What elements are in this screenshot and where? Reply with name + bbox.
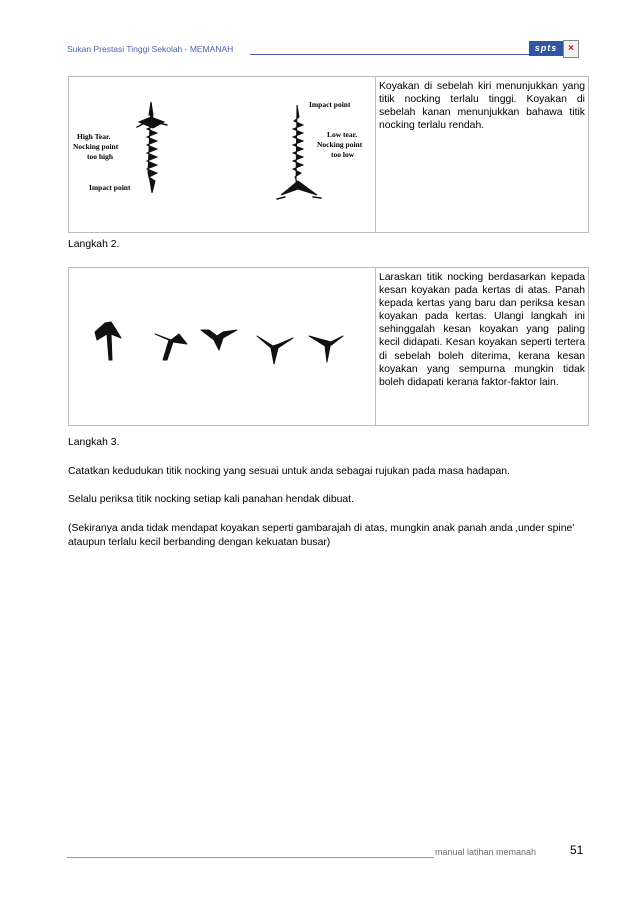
header-rule: [250, 54, 530, 55]
figure1-description: Koyakan di sebelah kiri menunjukkan yang titik nocking terlalu tinggi. Koyakan di sebelah kanan menunjukkan bahawa titik nocking terlalu rendah.: [379, 81, 585, 132]
label-too-low: too low: [331, 150, 355, 159]
step3-paragraph-1: Catatkan kedudukan titik nocking yang sesuai untuk anda sebagai rujukan pada masa hadapan.: [68, 466, 510, 477]
logo-close-icon: ×: [563, 40, 579, 58]
label-nocking-high: Nocking point: [73, 142, 119, 151]
label-too-high: too high: [87, 152, 114, 161]
spts-logo: spts: [529, 41, 563, 56]
step2-heading: Langkah 2.: [68, 239, 120, 250]
page-number: 51: [570, 843, 584, 857]
header-title: Sukan Prestasi Tinggi Sekolah - MEMANAH: [67, 44, 234, 54]
tear-diagram-high-low: [69, 77, 375, 227]
figure2-image-cell: [69, 268, 376, 426]
figure1-image-cell: [69, 77, 376, 233]
figure1-table: [68, 76, 589, 233]
label-impact-left: Impact point: [89, 183, 131, 192]
step3-heading: Langkah 3.: [68, 437, 120, 448]
figure2-text-cell: [376, 268, 589, 426]
step2-description: Laraskan titik nocking berdasarkan kepada kesan koyakan pada kertas di atas. Panah kepada kertas yang baru dan periksa kesan koyakan pada kertas. Ulangi langkah ini sehinggalah kesan koyakan yang paling kecil didapati. Kesan koyakan seperti tertera di sebelah boleh diterima, kerana kesan koyakan yang sempurna mungkin tidak boleh didapati kerana faktor-faktor lain.: [379, 272, 585, 388]
page-header: [67, 44, 567, 54]
step3-paragraph-3: (Sekiranya anda tidak mendapat koyakan seperti gambarajah di atas, mungkin anak panah anda ‚under spine' ataupun terlalu kecil berbanding dengan kekuatan busar): [68, 523, 575, 548]
footer-text: manual latihan memanah: [435, 847, 537, 857]
label-low-tear: Low tear.: [327, 130, 358, 139]
footer-rule: [67, 857, 434, 858]
step3-paragraph-2: Selalu periksa titik nocking setiap kali panahan hendak dibuat.: [68, 494, 354, 505]
label-high-tear: High Tear.: [77, 132, 111, 141]
figure1-text-cell: [376, 77, 589, 233]
figure2-table: [68, 267, 589, 426]
label-nocking-low: Nocking point: [317, 140, 363, 149]
acceptable-tears-diagram: [69, 268, 375, 420]
label-impact-right: Impact point: [309, 100, 351, 109]
tear-marks: [95, 322, 343, 364]
